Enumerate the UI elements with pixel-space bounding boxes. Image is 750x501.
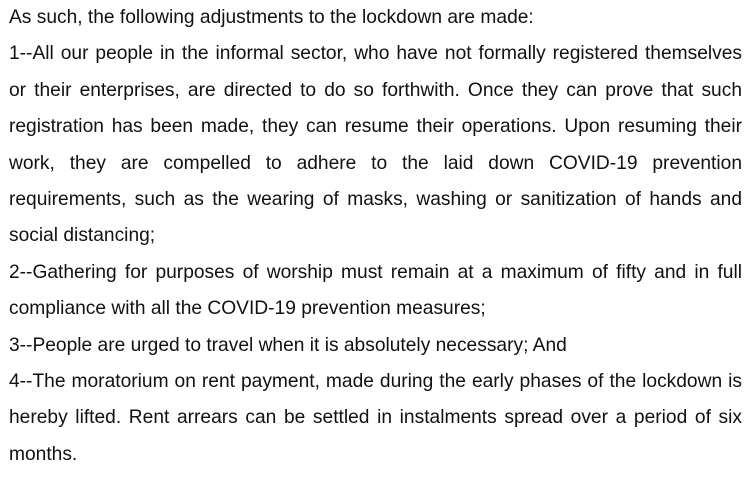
list-item-2: 2--Gathering for purposes of worship must remain at a maximum of fifty and in full compliance with all the COVID-19 prevention measures; — [9, 261, 742, 320]
list-item-4: 4--The moratorium on rent payment, made during the early phases of the lockdown is hereby lifted. Rent arrears can be settled in instalments spread over a period of six months. — [9, 371, 742, 465]
list-item-3: 3--People are urged to travel when it is absolutely necessary; And — [9, 334, 567, 356]
list-item-1: 1--All our people in the informal sector, who have not formally registered themselves or their enterprises, are directed to do so forthwith. Once they can prove that such registration has been made, they can resume their operations. Upon resuming their work, they are compelled to adhere to the laid down COVID-19 prevention requirements, such as the wearing of masks, washing or sanitization of hands and social distancing; — [9, 43, 742, 247]
intro-paragraph: As such, the following adjustments to the lockdown are made: — [9, 7, 534, 28]
document-body — [9, 0, 742, 473]
